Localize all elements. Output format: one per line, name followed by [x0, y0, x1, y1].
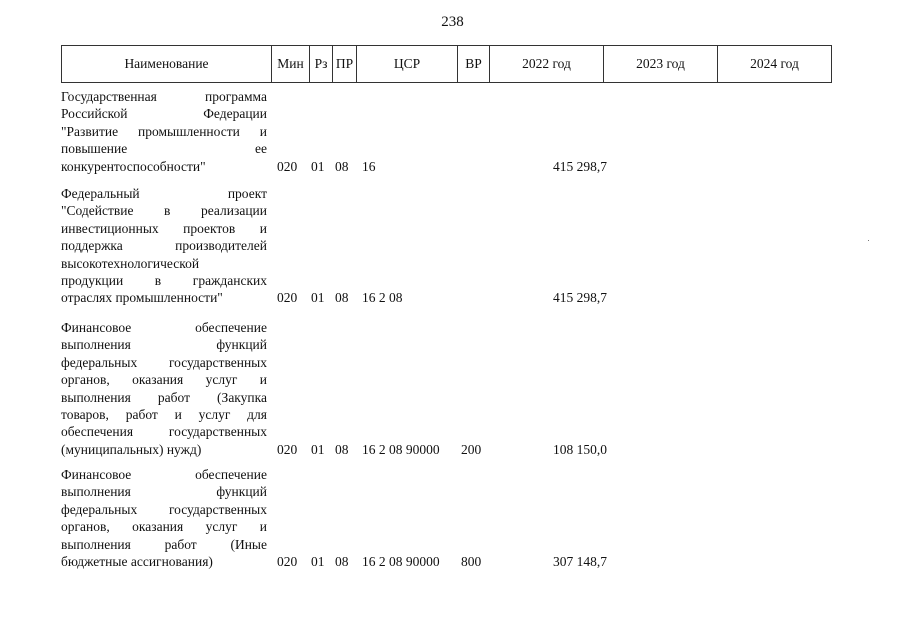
row-name-line: федеральных государственных [61, 354, 267, 370]
row-name-line: Российской Федерации [61, 106, 267, 122]
header-2024: 2024 год [718, 46, 832, 83]
row-name-line: Федеральный проект [61, 186, 267, 201]
cell-pr: 08 [335, 441, 349, 457]
cell-y2022: 307 148,7 [553, 554, 607, 569]
cell-y2022: 108 150,0 [553, 441, 607, 457]
row-name-line: "Развитие промышленности и [61, 123, 267, 139]
header-name: Наименование [62, 46, 272, 83]
row-name-line: высокотехнологической [61, 255, 200, 271]
row-name-line: Государственная программа [61, 89, 267, 104]
cell-y2022: 415 298,7 [553, 158, 607, 174]
cell-csr: 16 2 08 90000 [362, 441, 440, 457]
cell-csr: 16 2 08 [362, 290, 403, 306]
row-name-line: продукции в гражданских [61, 273, 267, 289]
row-name-line: Финансовое обеспечение [61, 467, 267, 482]
cell-vr: 200 [461, 441, 482, 457]
cell-csr: 16 2 08 90000 [362, 554, 440, 569]
cell-rz: 01 [311, 290, 325, 306]
row-name-line: выполнения функций [61, 337, 267, 353]
row-name-line: выполнения работ (Иные [61, 536, 267, 552]
row-name-line: товаров, работ и услуг для [61, 407, 267, 423]
header-csr: ЦСР [357, 46, 458, 83]
row-name-line: бюджетные ассигнования) [61, 554, 213, 570]
row-name-line: федеральных государственных [61, 501, 267, 517]
row-name-line: обеспечения государственных [61, 424, 267, 440]
cell-pr: 08 [335, 554, 349, 569]
cell-y2022: 415 298,7 [553, 290, 607, 306]
header-2023: 2023 год [604, 46, 718, 83]
row-name-line: органов, оказания услуг и [61, 372, 267, 388]
cell-rz: 01 [311, 158, 325, 174]
row-name-line: выполнения работ (Закупка [61, 389, 267, 405]
row-name-line: Финансовое обеспечение [61, 320, 267, 335]
header-pr: ПР [333, 46, 357, 83]
cell-pr: 08 [335, 290, 349, 306]
cell-rz: 01 [311, 554, 325, 569]
row-name-line: органов, оказания услуг и [61, 519, 267, 535]
header-rz: Рз [310, 46, 333, 83]
cell-csr: 16 [362, 158, 376, 174]
row-name-line: конкурентоспособности" [61, 158, 206, 174]
row-name-line: выполнения функций [61, 484, 267, 500]
row-name-line: отраслях промышленности" [61, 290, 223, 306]
header-vr: ВР [458, 46, 490, 83]
row-name [61, 88, 267, 175]
row-name-line: повышение ее [61, 141, 267, 157]
table-header [61, 45, 832, 83]
row-name [61, 319, 267, 458]
cell-min: 020 [277, 554, 298, 569]
cell-vr: 800 [461, 554, 482, 569]
row-name-line: (муниципальных) нужд) [61, 441, 202, 457]
header-2022: 2022 год [490, 46, 604, 83]
header-row [62, 46, 832, 83]
cell-min: 020 [277, 441, 298, 457]
cell-min: 020 [277, 290, 298, 306]
row-name [61, 185, 267, 307]
row-name-line: инвестиционных проектов и [61, 220, 267, 236]
header-min: Мин [272, 46, 310, 83]
row-name-line: "Содействие в реализации [61, 203, 267, 219]
row-name [61, 466, 267, 570]
cell-pr: 08 [335, 158, 349, 174]
cell-rz: 01 [311, 441, 325, 457]
page-number: 238 [441, 14, 464, 30]
row-name-line: поддержка производителей [61, 238, 267, 254]
scan-speck [868, 240, 869, 241]
cell-min: 020 [277, 158, 298, 174]
